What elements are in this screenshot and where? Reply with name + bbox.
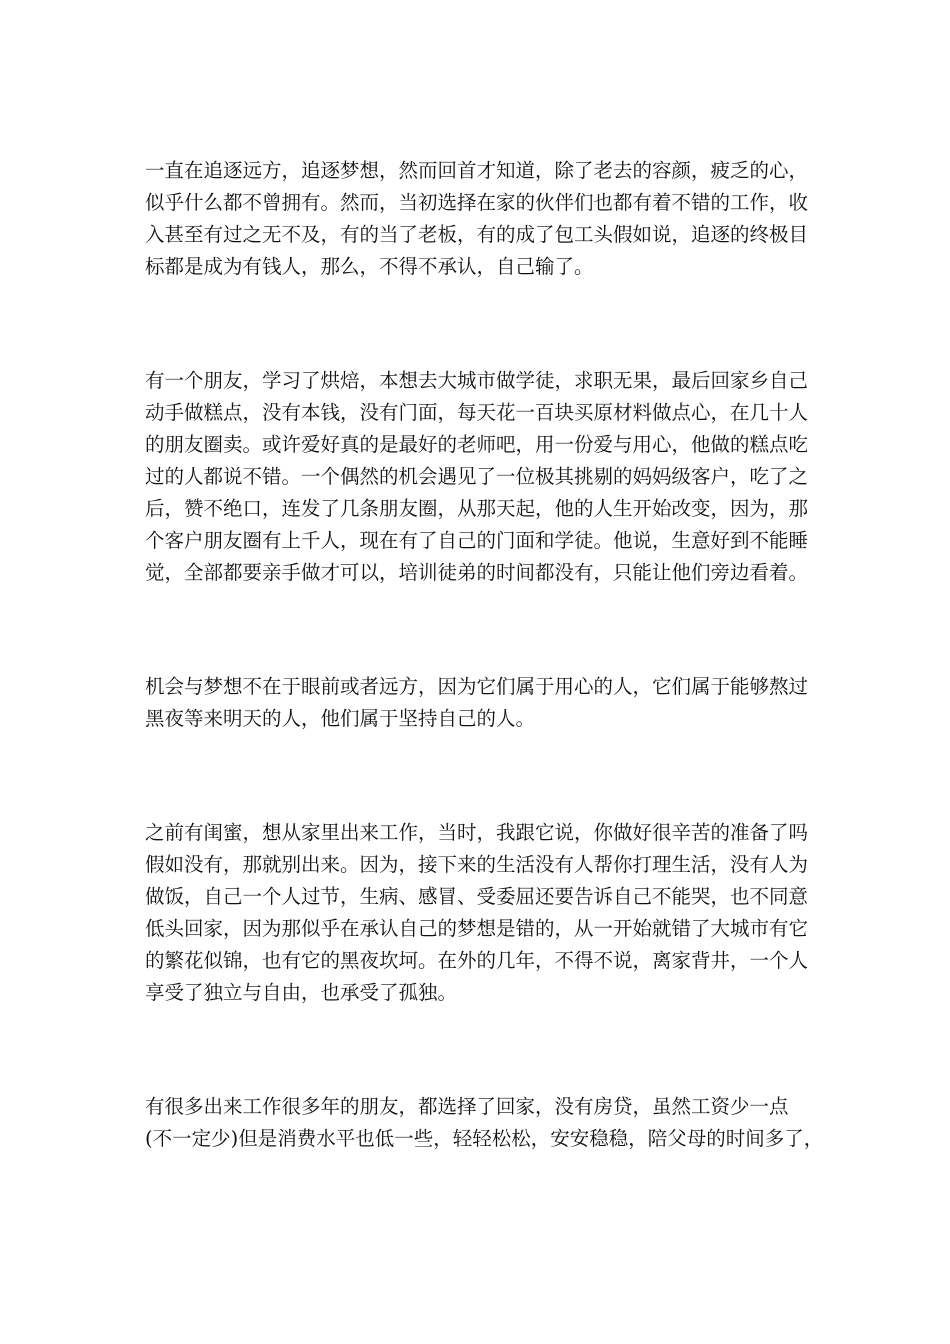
paragraph-spacer	[145, 589, 810, 671]
text-line: 享受了独立与自由，也承受了孤独。	[145, 981, 458, 1004]
text-line: 动手做糕点，没有本钱，没有门面，每天花一百块买原材料做点心，在几十人	[145, 401, 809, 424]
text-line: 后，赞不绝口，连发了几条朋友圈，从那天起，他的人生开始改变，因为，那	[145, 497, 809, 520]
paragraph	[145, 1091, 824, 1155]
text-line: 觉，全部都要亲手做才可以，培训徒弟的时间都没有，只能让他们旁边看着。	[145, 561, 809, 584]
paragraph-spacer	[145, 283, 810, 365]
text-line: 个客户朋友圈有上千人，现在有了自己的门面和学徒。他说，生意好到不能睡	[145, 529, 809, 552]
text-line: 的繁花似锦，也有它的黑夜坎坷。在外的几年，不得不说，离家背井，一个人	[145, 949, 809, 972]
text-line: 似乎什么都不曾拥有。然而，当初选择在家的伙伴们也都有着不错的工作，收	[145, 191, 809, 214]
text-line: 低头回家，因为那似乎在承认自己的梦想是错的，从一开始就错了大城市有它	[145, 917, 809, 940]
paragraph	[145, 671, 810, 735]
paragraph	[145, 817, 810, 1009]
paragraph-spacer	[145, 1009, 810, 1091]
text-line: 的朋友圈卖。或许爱好真的是最好的老师吧，用一份爱与用心，他做的糕点吃	[145, 433, 809, 456]
article-body	[145, 155, 824, 1155]
text-line: 入甚至有过之无不及，有的当了老板，有的成了包工头假如说，追逐的终极目	[145, 223, 809, 246]
paragraph-spacer	[145, 735, 810, 817]
text-line: 标都是成为有钱人，那么，不得不承认，自己输了。	[145, 255, 594, 278]
text-line: 黑夜等来明天的人，他们属于坚持自己的人。	[145, 707, 536, 730]
text-line: 机会与梦想不在于眼前或者远方，因为它们属于用心的人，它们属于能够熬过	[145, 675, 809, 698]
text-line: 有很多出来工作很多年的朋友，都选择了回家，没有房贷，虽然工资少一点	[145, 1095, 789, 1118]
text-line: 过的人都说不错。一个偶然的机会遇见了一位极其挑剔的妈妈级客户，吃了之	[145, 465, 809, 488]
paragraph	[145, 365, 810, 589]
text-line: (不一定少)但是消费水平也低一些，轻轻松松，安安稳稳，陪父母的时间多了，	[145, 1127, 824, 1150]
text-line: 之前有闺蜜，想从家里出来工作，当时，我跟它说，你做好很辛苦的准备了吗	[145, 821, 809, 844]
text-line: 假如没有，那就别出来。因为，接下来的生活没有人帮你打理生活，没有人为	[145, 853, 809, 876]
text-line: 有一个朋友，学习了烘焙，本想去大城市做学徒，求职无果，最后回家乡自己	[145, 369, 809, 392]
paragraph	[145, 155, 810, 283]
text-line: 一直在追逐远方，追逐梦想，然而回首才知道，除了老去的容颜，疲乏的心，	[145, 159, 809, 182]
text-line: 做饭，自己一个人过节，生病、感冒、受委屈还要告诉自己不能哭，也不同意	[145, 885, 809, 908]
